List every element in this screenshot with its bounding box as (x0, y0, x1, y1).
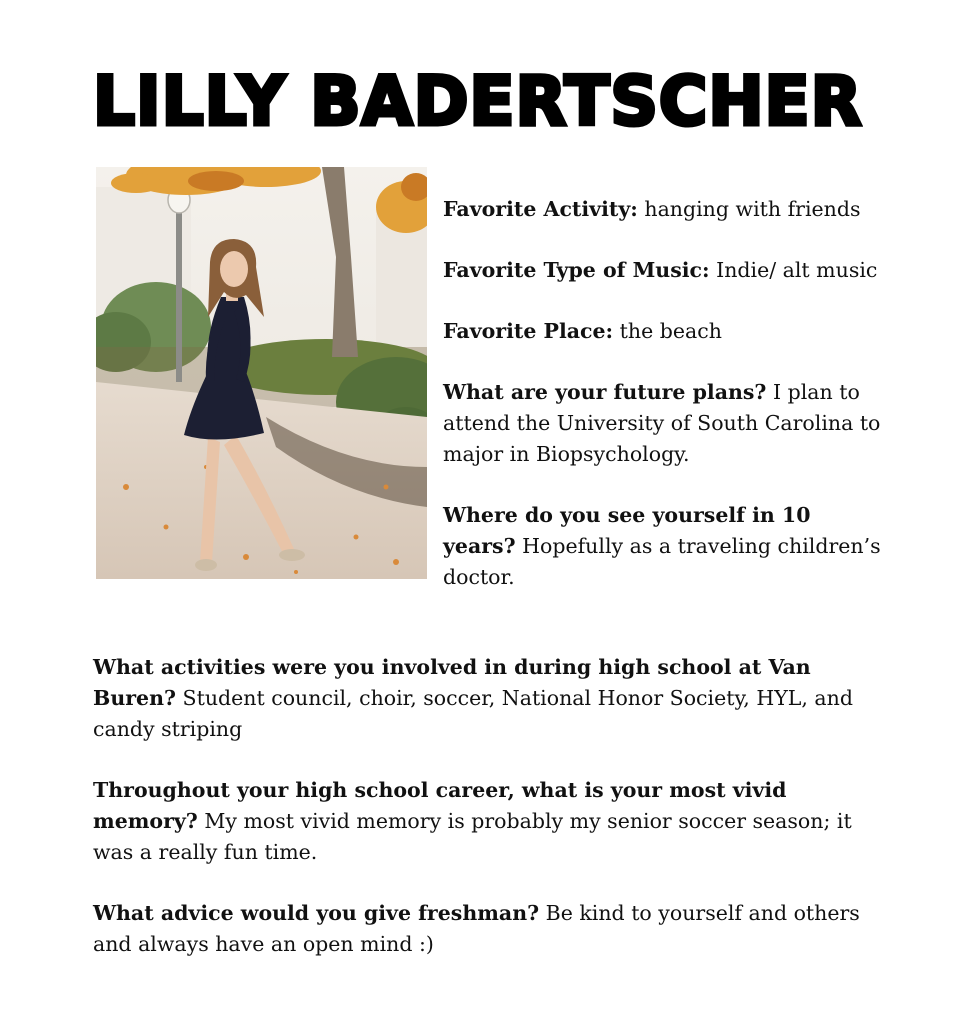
answer-text: Hopefully as a traveling children’s doctor. (443, 534, 881, 589)
answer-text: the beach (619, 319, 722, 343)
answer-text: Student council, choir, soccer, National Honor Society, HYL, and candy striping (93, 686, 853, 741)
question-label: What are your future plans? (443, 380, 767, 404)
student-photo (96, 167, 427, 579)
question-label: What advice would you give freshman? (93, 901, 540, 925)
question-label: Throughout your high school career, what is your most vivid memory? (93, 778, 787, 833)
question-label: Favorite Type of Music: (443, 258, 710, 282)
question-label: Where do you see yourself in 10 years? (443, 503, 811, 558)
future-plans (443, 377, 888, 470)
page-title: LILLY BADERTSCHER (93, 62, 863, 141)
profile-bottom-section (93, 652, 883, 990)
answer-text: My most vivid memory is probably my senior soccer season; it was a really fun time. (93, 809, 852, 864)
favorite-activity (443, 194, 888, 225)
vivid-memory (93, 775, 883, 868)
activities (93, 652, 883, 745)
answer-text: Indie/ alt music (716, 258, 878, 282)
question-label: What activities were you involved in during high school at Van Buren? (93, 655, 811, 710)
favorite-music (443, 255, 888, 286)
question-label: Favorite Place: (443, 319, 614, 343)
answer-text: Be kind to yourself and others and always have an open mind :) (93, 901, 860, 956)
favorite-place (443, 316, 888, 347)
profile-right-column (443, 194, 888, 623)
answer-text: hanging with friends (644, 197, 861, 221)
ten-years (443, 500, 888, 593)
question-label: Favorite Activity: (443, 197, 638, 221)
answer-text: I plan to attend the University of South Carolina to major in Biopsychology. (443, 380, 881, 466)
freshman-advice (93, 898, 883, 960)
